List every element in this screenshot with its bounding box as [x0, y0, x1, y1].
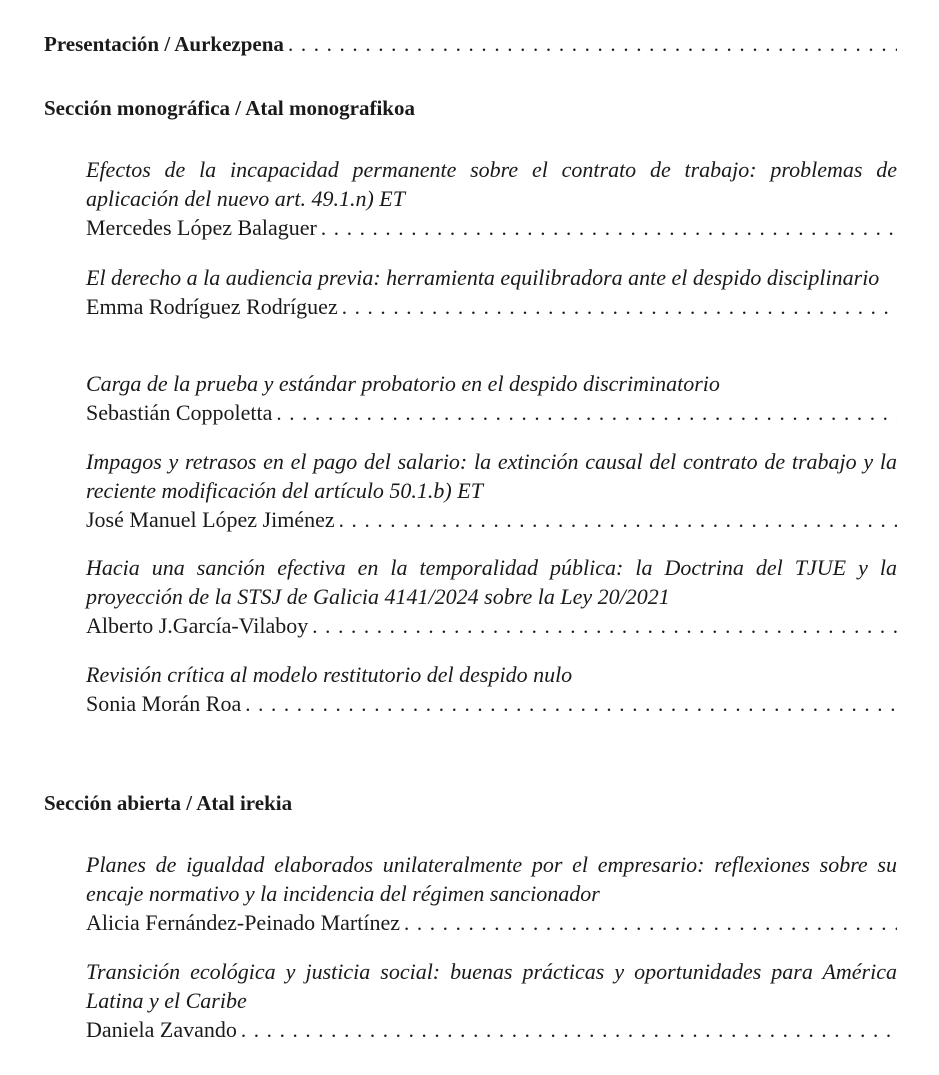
- dot-leader: [241, 1016, 897, 1045]
- dot-leader: [276, 399, 897, 428]
- article-author: Alberto J.García-Vilaboy: [86, 613, 309, 638]
- presentacion-label: Presentación / Aurkezpena: [44, 32, 284, 56]
- article-title: Hacia una sanción efectiva en la temporalidad pública: la Doctrina del TJUE y la proyección de la STSJ de Galicia 4141/2024 sobre la Ley 20/2021: [86, 555, 897, 609]
- toc-entry[interactable]: [86, 553, 897, 641]
- toc-entry-presentacion[interactable]: [44, 30, 897, 58]
- author-line: [86, 505, 897, 535]
- article-author: Alicia Fernández-Peinado Martínez: [86, 910, 400, 935]
- section-title: Sección abierta / Atal irekia: [44, 791, 293, 815]
- toc-entry[interactable]: [86, 369, 897, 428]
- dot-leader: [342, 293, 897, 322]
- article-title: Planes de igualdad elaborados unilateralmente por el empresario: reflexiones sobre su encaje normativo y la incidencia del régimen sancionador: [86, 852, 897, 906]
- dot-leader: [404, 909, 897, 938]
- author-line: [86, 292, 897, 322]
- section-heading-abierta: [44, 789, 897, 817]
- article-title: Efectos de la incapacidad permanente sobre el contrato de trabajo: problemas de aplicación del nuevo art. 49.1.n) ET: [86, 157, 897, 211]
- toc-entry[interactable]: [86, 263, 897, 322]
- author-line: [86, 1015, 897, 1045]
- dot-leader: [339, 506, 897, 535]
- dot-leader: [245, 690, 897, 719]
- article-author: Daniela Zavando: [86, 1017, 237, 1042]
- dot-leader: [288, 30, 897, 58]
- toc-entry[interactable]: [86, 660, 897, 719]
- section-title: Sección monográfica / Atal monografikoa: [44, 96, 415, 120]
- article-title: Impagos y retrasos en el pago del salario: la extinción causal del contrato de trabajo y la reciente modificación del artículo 50.1.b) ET: [86, 449, 897, 503]
- author-line: [86, 213, 897, 243]
- article-title: Carga de la prueba y estándar probatorio en el despido discriminatorio: [86, 371, 720, 396]
- author-line: [86, 908, 897, 938]
- toc-entry[interactable]: [86, 957, 897, 1045]
- toc-entry[interactable]: [86, 155, 897, 243]
- toc-entry[interactable]: [86, 447, 897, 535]
- article-author: Emma Rodríguez Rodríguez: [86, 294, 338, 319]
- author-line: [86, 398, 897, 428]
- article-title: Transición ecológica y justicia social: buenas prácticas y oportunidades para América Latina y el Caribe: [86, 959, 897, 1013]
- article-author: Mercedes López Balaguer: [86, 215, 317, 240]
- author-line: [86, 689, 897, 719]
- article-author: Sonia Morán Roa: [86, 691, 242, 716]
- author-line: [86, 611, 897, 641]
- article-title: El derecho a la audiencia previa: herramienta equilibradora ante el despido disciplinario: [86, 265, 880, 290]
- dot-leader: [321, 214, 897, 243]
- dot-leader: [312, 612, 897, 641]
- toc-entry[interactable]: [86, 850, 897, 938]
- article-title: Revisión crítica al modelo restitutorio del despido nulo: [86, 662, 573, 687]
- article-author: Sebastián Coppoletta: [86, 400, 273, 425]
- article-author: José Manuel López Jiménez: [86, 507, 335, 532]
- section-heading-monografica: [44, 94, 897, 122]
